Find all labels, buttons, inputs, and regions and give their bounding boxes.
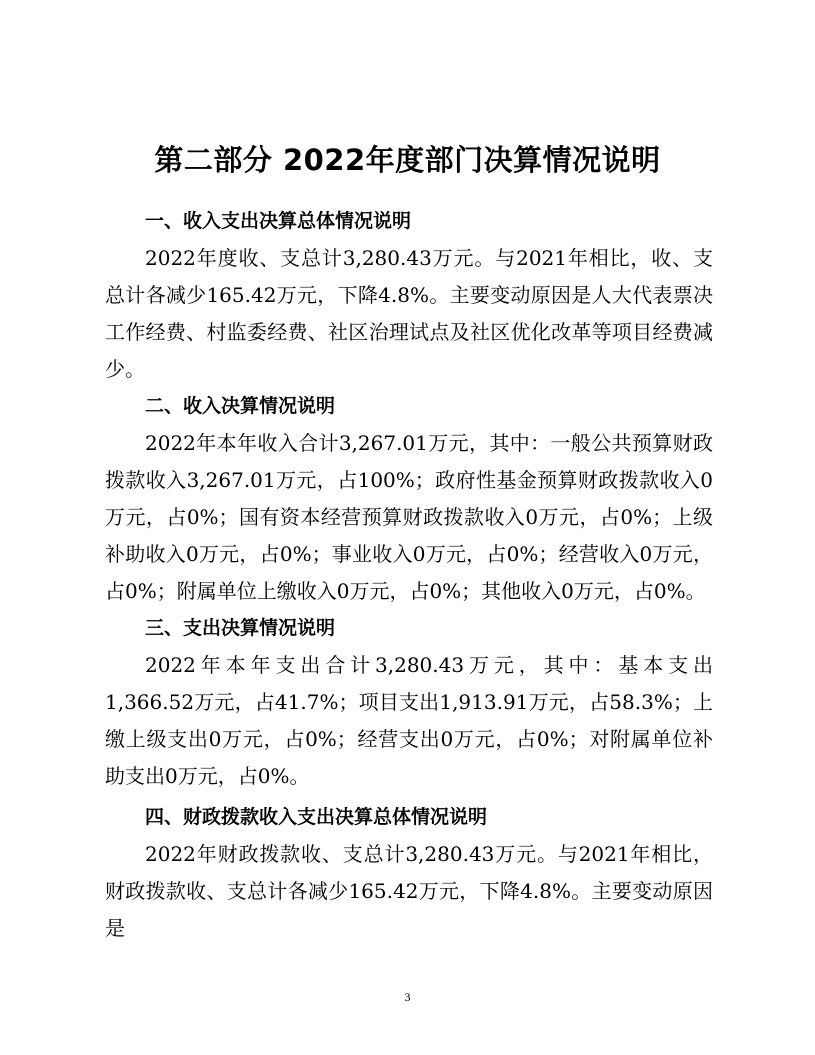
section-paragraph-4: 2022年财政拨款收、支总计3,280.43万元。与2021年相比，财政拨款收、支总计各减少165.42万元，下降4.8%。主要变动原因是 [105, 842, 713, 940]
section-heading-1: 一、收入支出决算总体情况说明 [145, 210, 412, 232]
section-heading-3: 三、支出决算情况说明 [145, 617, 336, 639]
page-title: 第二部分 2022年度部门决算情况说明 [154, 143, 661, 177]
section-paragraph-1: 2022年度收、支总计3,280.43万元。与2021年相比，收、支总计各减少165.42万元，下降4.8%。主要变动原因是人大代表票决工作经费、村监委经费、社区治理试点及社区优化改革等项目经费减少。 [105, 246, 713, 381]
section-paragraph-2: 2022年本年收入合计3,267.01万元，其中：一般公共预算财政拨款收入3,267.01万元，占100%；政府性基金预算财政拨款收入0万元，占0%；国有资本经营预算财政拨款收入0万元，占0%；上级补助收入0万元，占0%；事业收入0万元，占0%；经营收入0万元，占0%；附属单位上缴收入0万元，占0%；其他收入0万元，占0%。 [105, 431, 713, 603]
document-body [105, 203, 713, 947]
section-paragraph-3: 2022年本年支出合计3,280.43万元，其中：基本支出1,366.52万元，占41.7%；项目支出1,913.91万元，占58.3%；上缴上级支出0万元，占0%；经营支出0万元，占0%；对附属单位补助支出0万元，占0%。 [105, 653, 713, 788]
page-number: 3 [404, 990, 411, 1004]
section-heading-4: 四、财政拨款收入支出决算总体情况说明 [145, 806, 488, 828]
section-heading-2: 二、收入决算情况说明 [145, 395, 336, 417]
